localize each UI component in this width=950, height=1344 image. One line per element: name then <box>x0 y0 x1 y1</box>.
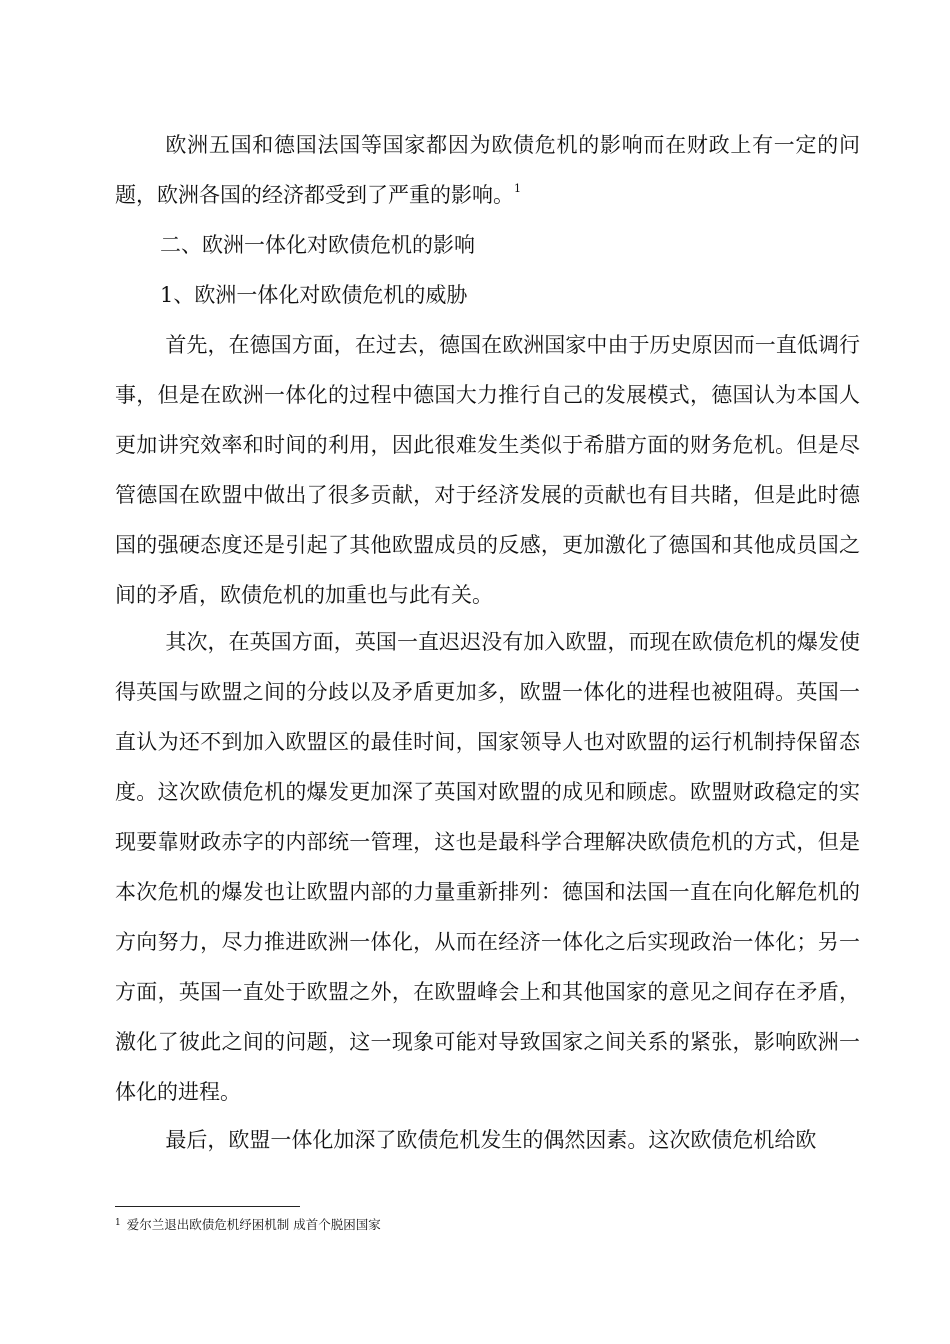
paragraph-britain: 其次，在英国方面，英国一直迟迟没有加入欧盟，而现在欧债危机的爆发使得英国与欧盟之间的分歧以及矛盾更加多，欧盟一体化的进程也被阻碍。英国一直认为还不到加入欧盟区的最佳时间，国家领导人也对欧盟的运行机制持保留态度。这次欧债危机的爆发更加深了英国对欧盟的成见和顾虑。欧盟财政稳定的实现要靠财政赤字的内部统一管理，这也是最科学合理解决欧债危机的方式，但是本次危机的爆发也让欧盟内部的力量重新排列：德国和法国一直在向化解危机的方向努力，尽力推进欧洲一体化，从而在经济一体化之后实现政治一体化；另一方面，英国一直处于欧盟之外，在欧盟峰会上和其他国家的意见之间存在矛盾，激化了彼此之间的问题，这一现象可能对导致国家之间关系的紧张，影响欧洲一体化的进程。 <box>115 630 860 1104</box>
footnote-text: 爱尔兰退出欧债危机纾困机制 成首个脱困国家 <box>126 1217 381 1232</box>
subsection-heading: 1、欧洲一体化对欧债危机的威胁 <box>160 283 468 307</box>
section-heading: 二、欧洲一体化对欧债危机的影响 <box>160 233 475 257</box>
footnote-separator <box>115 1206 300 1207</box>
paragraph-finally: 最后，欧盟一体化加深了欧债危机发生的偶然因素。这次欧债危机给欧 <box>165 1128 817 1152</box>
footnote-reference[interactable]: 1 <box>514 182 521 195</box>
paragraph-intro <box>115 120 860 220</box>
paragraph-intro-text: 欧洲五国和德国法国等国家都因为欧债危机的影响而在财政上有一定的问题，欧洲各国的经济都受到了严重的影响。 <box>115 133 860 207</box>
footnote <box>115 1214 381 1234</box>
footnote-marker: 1 <box>115 1218 121 1228</box>
paragraph-germany: 首先，在德国方面，在过去，德国在欧洲国家中由于历史原因而一直低调行事，但是在欧洲一体化的过程中德国大力推行自己的发展模式，德国认为本国人更加讲究效率和时间的利用，因此很难发生类似于希腊方面的财务危机。但是尽管德国在欧盟中做出了很多贡献，对于经济发展的贡献也有目共睹，但是此时德国的强硬态度还是引起了其他欧盟成员的反感，更加激化了德国和其他成员国之间的矛盾，欧债危机的加重也与此有关。 <box>115 333 860 607</box>
